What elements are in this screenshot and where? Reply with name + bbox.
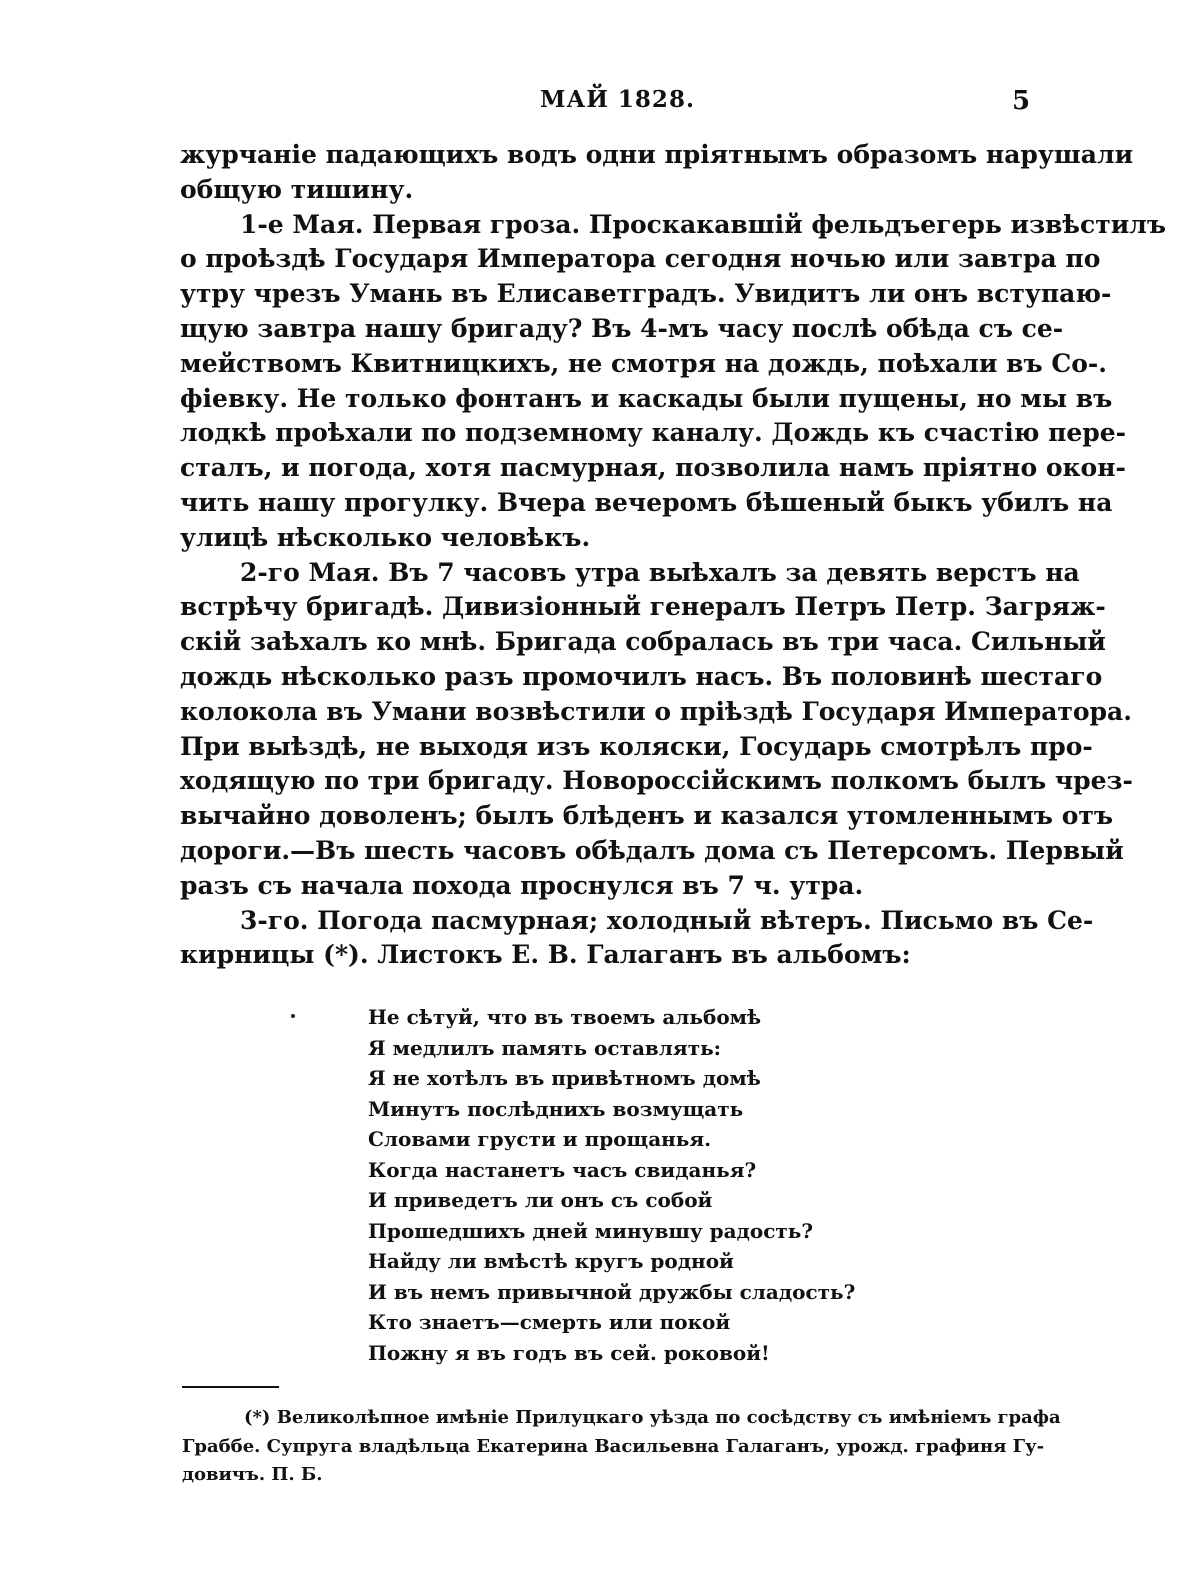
text-line: лодкѣ проѣхали по подземному каналу. Дождь къ счастію пере-: [180, 418, 1127, 448]
text-line: мействомъ Квитницкихъ, не смотря на дождь, поѣхали въ Со-.: [180, 348, 1107, 378]
text-line: разъ съ начала похода проснулся въ 7 ч. утра.: [180, 870, 864, 900]
poem-line: Пожну я въ годъ въ сей. роковой!: [368, 1340, 770, 1365]
poem-line: Минутъ послѣднихъ возмущать: [368, 1096, 744, 1121]
text-line: скій заѣхалъ ко мнѣ. Бригада собралась въ три часа. Сильный: [180, 627, 1106, 657]
poem-line: И приведетъ ли онъ съ собой: [368, 1188, 713, 1212]
poem-line: Кто знаетъ—смерть или покой: [368, 1310, 731, 1334]
text-line: При выѣздѣ, не выходя изъ коляски, Государь смотрѣлъ про-: [180, 731, 1093, 761]
text-line: щую завтра нашу бригаду? Въ 4-мъ часу послѣ обѣда съ се-: [180, 313, 1064, 343]
text-line: встрѣчу бригадѣ. Дивизіонный генералъ Петръ Петр. Загряж-: [180, 592, 1106, 622]
text-line: сталъ, и погода, хотя пасмурная, позволила намъ пріятно окон-: [180, 453, 1126, 483]
poem: [368, 1002, 856, 1368]
text-line: журчаніе падающихъ водъ одни пріятнымъ образомъ нарушали: [180, 140, 1134, 169]
text-line: вычайно доволенъ; былъ блѣденъ и казался утомленнымъ отъ: [180, 801, 1114, 831]
page-number: 5: [1012, 86, 1031, 116]
page-header: [0, 86, 1191, 118]
text-line: улицѣ нѣсколько человѣкъ.: [180, 522, 591, 552]
text-line: фіевку. Не только фонтанъ и каскады были пущены, но мы въ: [180, 383, 1113, 413]
text-line: дождь нѣсколько разъ промочилъ насъ. Въ половинѣ шестаго: [180, 661, 1103, 691]
footnote-line: довичъ. П. Б.: [182, 1464, 323, 1485]
stray-mark: [291, 1014, 295, 1018]
poem-line: И въ немъ привычной дружбы сладость?: [368, 1279, 856, 1304]
text-line: колокола въ Умани возвѣстили о пріѣздѣ Государя Императора.: [180, 696, 1132, 726]
poem-line: Я не хотѣлъ въ привѣтномъ домѣ: [368, 1066, 761, 1090]
poem-line: Не сѣтуй, что въ твоемъ альбомѣ: [368, 1005, 762, 1029]
main-text: [180, 138, 1167, 973]
text-line: утру чрезъ Умань въ Елисаветградъ. Увидитъ ли онъ вступаю-: [180, 279, 1112, 309]
footnote: [182, 1404, 1061, 1490]
text-line: дороги.—Въ шесть часовъ обѣдалъ дома съ Петерсомъ. Первый: [180, 835, 1124, 865]
text-line: чить нашу прогулку. Вчера вечеромъ бѣшеный быкъ убилъ на: [180, 487, 1113, 517]
text-line: 2-го Мая. Въ 7 часовъ утра выѣхалъ за девять верстъ на: [240, 557, 1080, 587]
footnote-line: Граббе. Супруга владѣльца Екатерина Васильевна Галаганъ, урожд. графиня Гу-: [182, 1435, 1045, 1457]
poem-line: Прошедшихъ дней минувшу радость?: [368, 1218, 814, 1243]
footnote-divider: [182, 1386, 279, 1388]
footnote-line: (*) Великолѣпное имѣніе Прилуцкаго уѣзда по сосѣдству съ имѣніемъ графа: [244, 1407, 1061, 1428]
text-line: ходящую по три бригаду. Новороссійскимъ полкомъ былъ чрез-: [180, 766, 1133, 796]
poem-line: Найду ли вмѣстѣ кругъ родной: [368, 1249, 734, 1273]
text-line: 3-го. Погода пасмурная; холодный вѣтеръ. Письмо въ Се-: [240, 905, 1094, 935]
text-line: о проѣздѣ Государя Императора сегодня ночью или завтра по: [180, 244, 1101, 274]
running-head: МАЙ 1828.: [540, 86, 695, 113]
poem-line: Я медлилъ память оставлять:: [368, 1035, 722, 1060]
text-line: общую тишину.: [180, 174, 414, 204]
text-line: 1-е Мая. Первая гроза. Проскакавшій фельдъегерь извѣстилъ: [240, 209, 1167, 239]
poem-line: Словами грусти и прощанья.: [368, 1127, 712, 1151]
text-line: кирницы (*). Листокъ Е. В. Галаганъ въ альбомъ:: [180, 940, 911, 970]
poem-line: Когда настанетъ часъ свиданья?: [368, 1157, 757, 1182]
